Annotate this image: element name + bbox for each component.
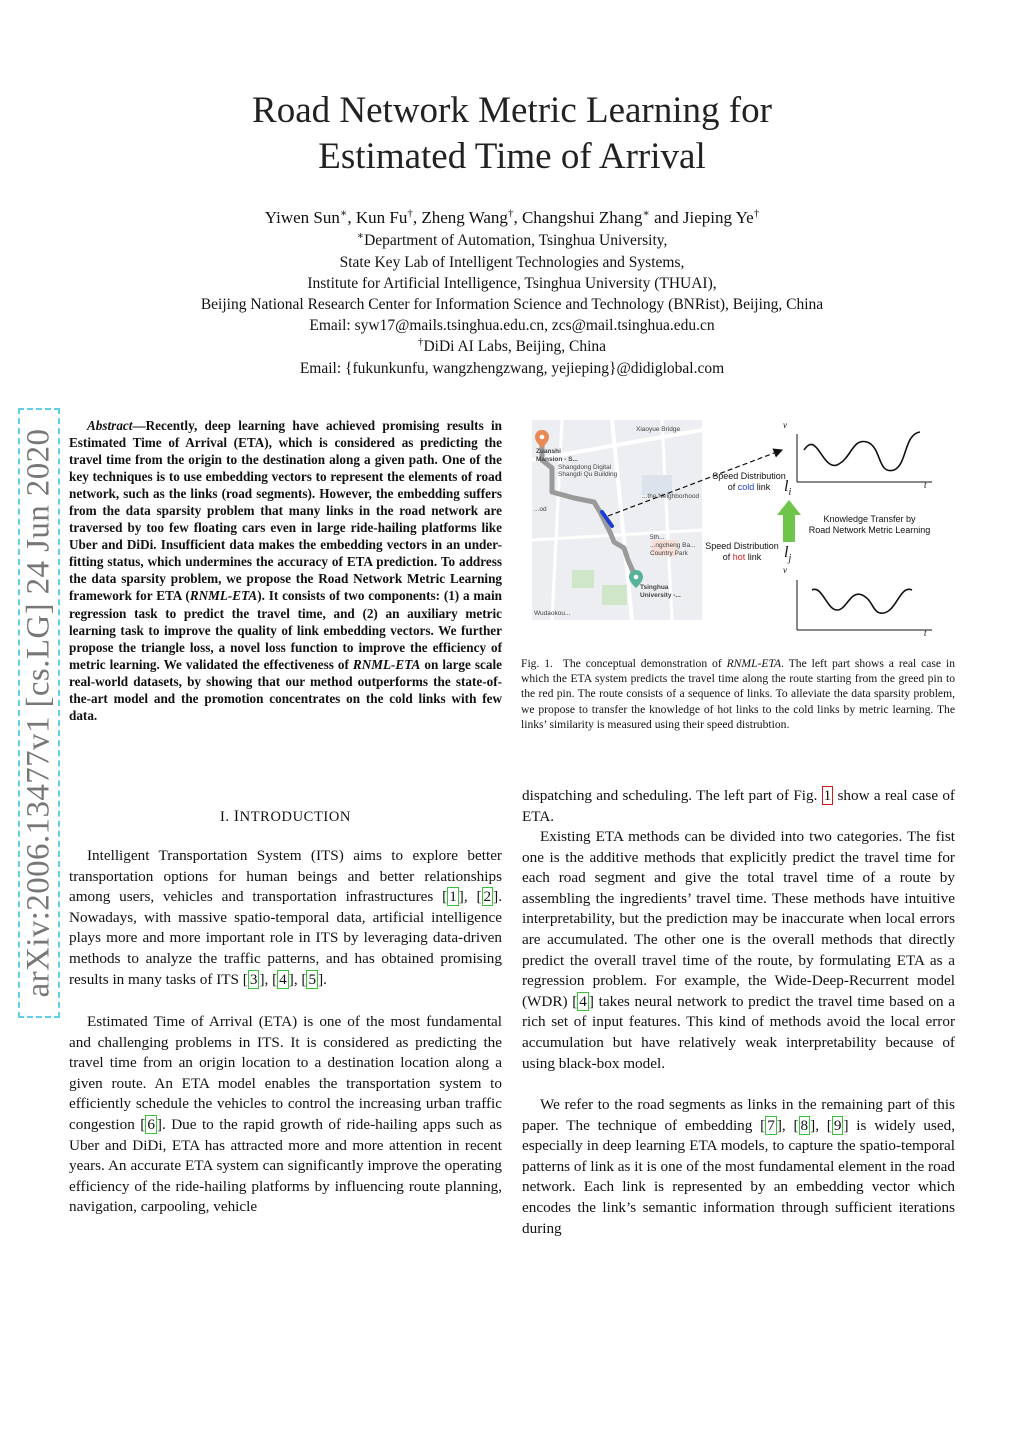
section-title-rest: NTRODUCTION [239,809,351,825]
abstract-text: on large scale real-world datasets, by showing that our method outperforms the state-of-the-art model and the promotion concentrates on the cold links with few data. [69,656,502,723]
figure-overlay [532,420,952,655]
variable-letter: l [784,478,789,495]
citation-link[interactable]: 6 [147,1115,155,1133]
hot-link-label [690,541,794,563]
author-mark: † [753,207,760,220]
caption-text: The conceptual demonstration of [562,657,727,670]
citation-link[interactable]: 7 [767,1116,775,1134]
citation-link[interactable]: 2 [483,888,492,906]
period: . [323,970,327,988]
section-heading [69,808,502,826]
affiliation-text: DiDi AI Labs, Beijing, China [423,338,607,355]
map-label: Country Park [650,550,688,557]
paragraph-text: We refer to the road segments as links in the remaining part of this paper. The technique of embedding [522,1096,955,1134]
cold-link-label-line1: Speed Distribution [712,471,786,481]
variable-letter: l [784,544,789,561]
body-paragraph: We refer to the road segments as links in the remaining part of this paper. The technique of embedding [ 7 ], [ 8 ], [ 9 ] is widely used, especially in deep learning ETA models, to capture the spatio-temporal patterns of link as it is one of the most fundamental element in the road network. Each link is represented by an embedding vector which encodes the link’s semantic information through sufficient iterations during [522,1096,955,1237]
variable-subscript: i [788,487,792,499]
map-label: Tsinghua [640,584,669,591]
section-title-initial: I [233,808,240,825]
abstract [69,417,502,724]
map-label: Shangdi Qu Building [558,471,618,478]
figure-link[interactable]: 1 [823,787,832,804]
affiliation-line [0,336,1024,357]
author-name: Changshui Zhang [521,208,643,227]
map-label: 5th... [650,534,665,541]
variable-subscript: j [788,553,792,565]
axis-label-t: t [924,628,927,638]
citation-link[interactable]: 4 [279,970,287,988]
map-label: ...ngcheng Ba... [650,542,696,549]
hot-link-variable [784,544,791,564]
body-paragraph: Intelligent Transportation System (ITS) aims to explore better transportation options for human beings and better relationships among users, vehicles and transportation infrastructures [ 1 ], [ 2 ]. Nowadays, with massive spatio-temporal data, artificial intelligence plays more and more important role in ITS by leveraging data-driven methods to analyze the traffic patterns, and has obtained promising results in many tasks of ITS [ 3 ], [ 4 ], [ 5 ]. [69,847,502,988]
label-text: link [745,552,762,562]
abstract-text: —Recently, deep learning have achieved promising results in Estimated Time of Arrival (ETA), which is considered as predicting the travel time from the origin to the destination along a given path. One of the key techniques is to use embedding vectors to represent the elements of road network, such as the links (road segments). However, the embedding suffers from the data sparsity problem that many links in the road network are traversed by too few floating cars even in large ride-hailing platforms like Uber and DiDi. Insufficient data makes the embedding vectors in an under-fitting status, which undermines the accuracy of ETA prediction. To address the data sparsity problem, we propose the Road Network Metric Learning framework for ETA ( [69,418,502,604]
knowledge-transfer-arrow [777,500,801,542]
hot-word: hot [732,552,746,562]
knowledge-transfer-label [802,514,937,536]
paragraph-text: Existing ETA methods can be divided into two categories. The fist one is the additive methods that explicitly predict the travel time for each road segment and give the total travel time of a route by assembling the ingredients’ travel time. These methods have intuitive interpretability, but the prediction may be inaccurate when local errors are accumulated. The other one is the overall methods that directly predict the overall travel time of the route, by formulating ETA as a regression problem. For example, the Wide-Deep-Recurrent model (WDR) [522,828,955,1010]
author-separator: , [347,208,356,227]
knowledge-transfer-line2: Road Network Metric Learning [808,525,931,535]
paragraph-text: Estimated Time of Arrival (ETA) is one of the most fundamental and challenging problems in ITS. It is considered as predicting the travel time from an origin location to a destination location along a given route. An ETA model enables the transportation system to efficiently schedule the vehicles to control the increasing urban traffic congestion [69,1013,502,1133]
map-label: ...the Neighborhood [642,493,700,500]
affiliation-line [0,230,1024,251]
paragraph-text: is widely used, especially in deep learning ETA models, to capture the spatio-temporal patterns of link as it is one of the most fundamental element in the road network. Each link is represented by an embedding vector which encodes the link’s semantic information through sufficient iterations during [522,1116,955,1237]
axis-label-v: v [783,565,787,575]
author-name: Jieping Ye [682,208,754,227]
affiliation-text: Department of Automation, Tsinghua University, [364,232,668,249]
citation-link[interactable]: 5 [308,970,317,988]
method-name: RNML-ETA [352,656,421,672]
hot-link-label-line1: Speed Distribution [705,541,779,551]
hot-link-label-line2 [690,552,794,563]
method-name: RNML-ETA [726,657,782,670]
knowledge-transfer-line1: Knowledge Transfer by [823,514,916,524]
map-label: Xiaoyue Bridge [636,426,681,433]
citation-link[interactable]: 9 [833,1116,842,1134]
author-separator: , [513,208,522,227]
paragraph-text: show a real case of ETA. [522,787,955,825]
paragraph-text: dispatching and scheduling. The left part of Fig. [522,787,822,804]
author-mark: ∗ [642,207,650,220]
abstract-text: ). It consists of two components: (1) a main regression task to predict the travel time, and (2) an auxiliary metric learning task to improve the quality of link embedding vectors. We further propose the triangle loss, a novel loss function to improve the efficiency of metric learning. We validated the effectiveness of [69,588,502,672]
author-name: Kun Fu [355,208,408,227]
method-name: RNML-ETA [189,588,258,604]
caption-text: . The left part shows a real case in which the ETA system predicts the travel time along the route starting from the greed pin to the red pin. The route consists of a sequence of links. To alleviate the data sparsity problem, we propose to transfer the knowledge of hot links to the cold links by metric learning. The links’ similarity is measured using their speed distrubtion. [521,657,955,731]
author-mark: † [407,207,413,220]
cold-speed-curve [804,432,920,471]
cold-word: cold [737,482,755,492]
map-label: Wudaokou... [534,610,571,617]
figure-caption [521,656,955,732]
map-label: Mansion - S... [536,456,578,463]
body-paragraph: Existing ETA methods can be divided into two categories. The fist one is the additive methods that explicitly predict the travel time for each road segment and give the total travel time of a route by assembling the ingredients’ travel time. These methods have intuitive interpretability, but the prediction may be inaccurate when local errors are accumulated. The other one is the overall methods that directly predict the overall travel time of the route, by formulating ETA as a regression problem. For example, the Wide-Deep-Recurrent model (WDR) [ 4 ] takes neural network to predict the travel time based on a rich set of input features. This kind of methods avoid the local error accumulation but have relatively weak interpretability because of using black-box model. [522,828,955,1072]
paragraph-text: . Nowadays, with massive spatio-temporal data, artificial intelligence plays more and more important role in ITS by leveraging data-driven methods to analyze the traffic patterns, and has obtained promising results in many tasks of ITS [69,888,502,988]
label-text: of [722,552,733,562]
email-line: Email: {fukunkunfu, wangzhengzwang, yejieping}@didiglobal.com [299,360,725,377]
author-name: Yiwen Sun [264,208,340,227]
affiliation-line: State Key Lab of Intelligent Technologies and Systems, [339,254,685,271]
label-text: of [727,482,738,492]
map-label: ...od [534,506,547,513]
label-text: link [754,482,771,492]
map-label: Zuanshi [536,448,561,455]
map-label: Shangdong Digital [558,464,612,471]
hot-speed-curve [812,589,912,613]
citation-link[interactable]: 8 [800,1116,809,1134]
citation-link[interactable]: 1 [449,888,457,906]
abstract-label: Abstract [87,418,133,433]
author-name: Zheng Wang [421,208,508,227]
paper-title-line2: Estimated Time of Arrival [318,136,706,177]
figure-1 [532,420,952,655]
affiliation-mark: † [417,335,424,348]
paragraph-text: takes neural network to predict the travel time based on a rich set of input features. This kind of methods avoid the local error accumulation but have relatively weak interpretability because of using black-box model. [522,992,955,1072]
affiliation-mark: ∗ [356,229,365,242]
affiliation-line: Beijing National Research Center for Information Science and Technology (BNRist), Beijing, China [200,296,824,313]
paper-title [0,88,1024,180]
map-label: University -... [640,592,681,599]
caption-label: Fig. 1. [521,657,553,670]
author-separator: , [412,208,422,227]
axis-label-t: t [924,480,927,490]
email-line: Email: syw17@mails.tsinghua.edu.cn, zcs@mail.tsinghua.edu.cn [309,317,715,334]
author-mark: ∗ [339,207,348,220]
affiliation-line: Institute for Artificial Intelligence, Tsinghua University (THUAI), [307,275,717,292]
author-list: Yiwen Sun∗, Kun Fu†, Zheng Wang†, Changshui Zhang∗ and Jieping Ye† [264,207,760,227]
author-mark: † [507,207,514,220]
paragraph-text: Intelligent Transportation System (ITS) aims to explore better transportation options for human beings and better relationships among users, vehicles and transportation infrastructures [69,847,502,906]
citation-link[interactable]: 4 [579,992,587,1010]
cold-link-variable [784,478,791,498]
body-paragraph: Estimated Time of Arrival (ETA) is one of the most fundamental and challenging problems in ITS. It is considered as predicting the travel time from an origin location to a destination location along a given route. An ETA model enables the transportation system to efficiently schedule the vehicles to control the increasing urban traffic congestion [ 6 ]. Due to the rapid growth of ride-hailing apps such as Uber and DiDi, ETA has attracted more and more attention in recent years. An accurate ETA system can significantly improve the operating efficiency of the ride-hailing platforms by influencing route planning, navigation, carpooling, vehicle [69,1013,502,1216]
paragraph-text: . Due to the rapid growth of ride-hailing apps such as Uber and DiDi, ETA has attracted more and more attention in recent years. An accurate ETA system can significantly improve the operating efficiency of the ride-hailing platforms by influencing route planning, navigation, carpooling, vehicle [69,1115,502,1216]
axis-label-v: v [783,420,787,430]
section-number: I. [220,809,230,825]
body-paragraph [522,786,955,827]
citation-link[interactable]: 3 [249,970,258,988]
arxiv-identifier[interactable]: arXiv:2006.13477v1 [cs.LG] 24 Jun 2020 [20,428,57,998]
paper-title-line1: Road Network Metric Learning for [252,90,772,131]
